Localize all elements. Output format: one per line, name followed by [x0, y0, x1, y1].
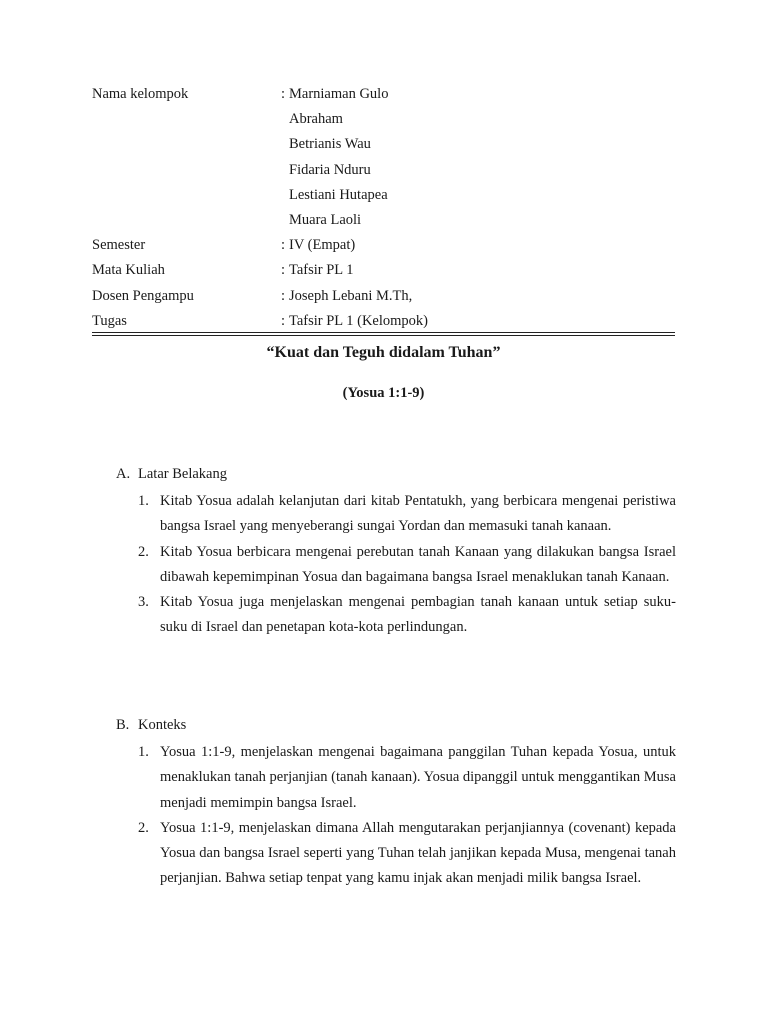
item-number: 2.	[138, 543, 149, 560]
info-colon	[281, 160, 289, 185]
list-item	[116, 816, 676, 892]
info-label	[92, 210, 281, 235]
info-colon: :	[281, 86, 286, 102]
info-value: Marniaman Gulo	[289, 86, 389, 102]
numbered-list	[116, 740, 676, 892]
item-number: 1.	[138, 744, 149, 760]
numbered-list	[116, 489, 676, 641]
group-info-block	[92, 84, 676, 336]
info-value: Lestiani Hutapea	[289, 186, 388, 203]
section-title: Konteks	[138, 717, 187, 733]
info-row-member	[92, 160, 676, 185]
section-letter: A.	[116, 466, 131, 482]
info-value: Abraham	[289, 111, 343, 128]
info-value: Tafsir PL 1	[289, 262, 354, 279]
section-context	[116, 715, 676, 892]
info-label	[92, 160, 281, 185]
info-row-member	[92, 109, 676, 134]
section-title: Latar Belakang	[138, 466, 227, 482]
item-text: Kitab Yosua berbicara mengenai perebutan tanah Kanaan yang dilakukan bangsa Israel dibawah kepemimpinan Yosua dan bagaimana bangsa Israel menaklukan tanah Kanaan.	[160, 543, 676, 585]
info-colon: :	[281, 287, 286, 304]
list-item	[116, 590, 676, 641]
info-label: Dosen Pengampu	[92, 287, 194, 304]
info-colon	[281, 109, 289, 134]
document-title: “Kuat dan Teguh didalam Tuhan”	[266, 344, 501, 361]
info-colon: :	[281, 237, 286, 254]
info-value: Fidaria Nduru	[289, 161, 371, 178]
info-colon: :	[281, 262, 286, 279]
item-number: 3.	[138, 594, 149, 611]
info-colon: :	[281, 312, 286, 329]
info-row-lecturer	[92, 286, 676, 311]
info-value: Muara Laoli	[289, 211, 362, 228]
item-number: 2.	[138, 819, 149, 836]
info-label	[92, 134, 281, 159]
info-row-member	[92, 134, 676, 159]
info-colon	[281, 185, 289, 210]
info-label: Tugas	[92, 312, 127, 329]
item-text: Yosua 1:1-9, menjelaskan dimana Allah mengutarakan perjanjiannya (covenant) kepada Yosua dan bangsa Israel seperti yang Tuhan telah janjikan kepada Musa, mengenai tanah perjanjian. Bahwa setiap tenpat yang kamu injak akan menjadi milik bangsa Israel.	[160, 819, 676, 887]
info-row-member	[92, 210, 676, 235]
info-value: Betrianis Wau	[289, 136, 371, 153]
divider-line	[92, 335, 675, 336]
section-letter: B.	[116, 717, 130, 733]
divider-line	[92, 332, 675, 333]
list-item	[116, 540, 676, 591]
document-subtitle: (Yosua 1:1-9)	[342, 385, 425, 401]
info-value: Joseph Lebani M.Th,	[289, 287, 413, 304]
item-text: Yosua 1:1-9, menjelaskan mengenai bagaimana panggilan Tuhan kepada Yosua, untuk menaklukan tanah perjanjian (tanah kanaan). Yosua dipanggil untuk menggantikan Musa menjadi memimpin bangsa Israel.	[160, 744, 676, 811]
info-row-semester	[92, 235, 676, 260]
item-number: 1.	[138, 493, 149, 509]
list-item	[116, 489, 676, 540]
info-colon	[281, 134, 289, 159]
item-text: Kitab Yosua adalah kelanjutan dari kitab Pentatukh, yang berbicara mengenai peristiwa bangsa Israel yang menyeberangi sungai Yordan dan memasuki tanah kanaan.	[160, 493, 676, 535]
section-background	[116, 464, 676, 641]
info-label: Nama kelompok	[92, 86, 189, 102]
info-label: Mata Kuliah	[92, 262, 165, 279]
list-item	[116, 740, 676, 816]
section-heading	[116, 715, 676, 740]
info-label	[92, 109, 281, 134]
info-label: Semester	[92, 237, 146, 254]
info-row-course	[92, 260, 676, 285]
info-value: Tafsir PL 1 (Kelompok)	[289, 312, 428, 329]
info-row-group-name	[92, 84, 676, 109]
info-colon	[281, 210, 289, 235]
info-value: IV (Empat)	[289, 237, 356, 254]
info-label	[92, 185, 281, 210]
section-heading	[116, 464, 676, 489]
item-text: Kitab Yosua juga menjelaskan mengenai pembagian tanah kanaan untuk setiap suku-suku di Israel dan penetapan kota-kota perlindungan.	[160, 594, 676, 636]
info-row-member	[92, 185, 676, 210]
